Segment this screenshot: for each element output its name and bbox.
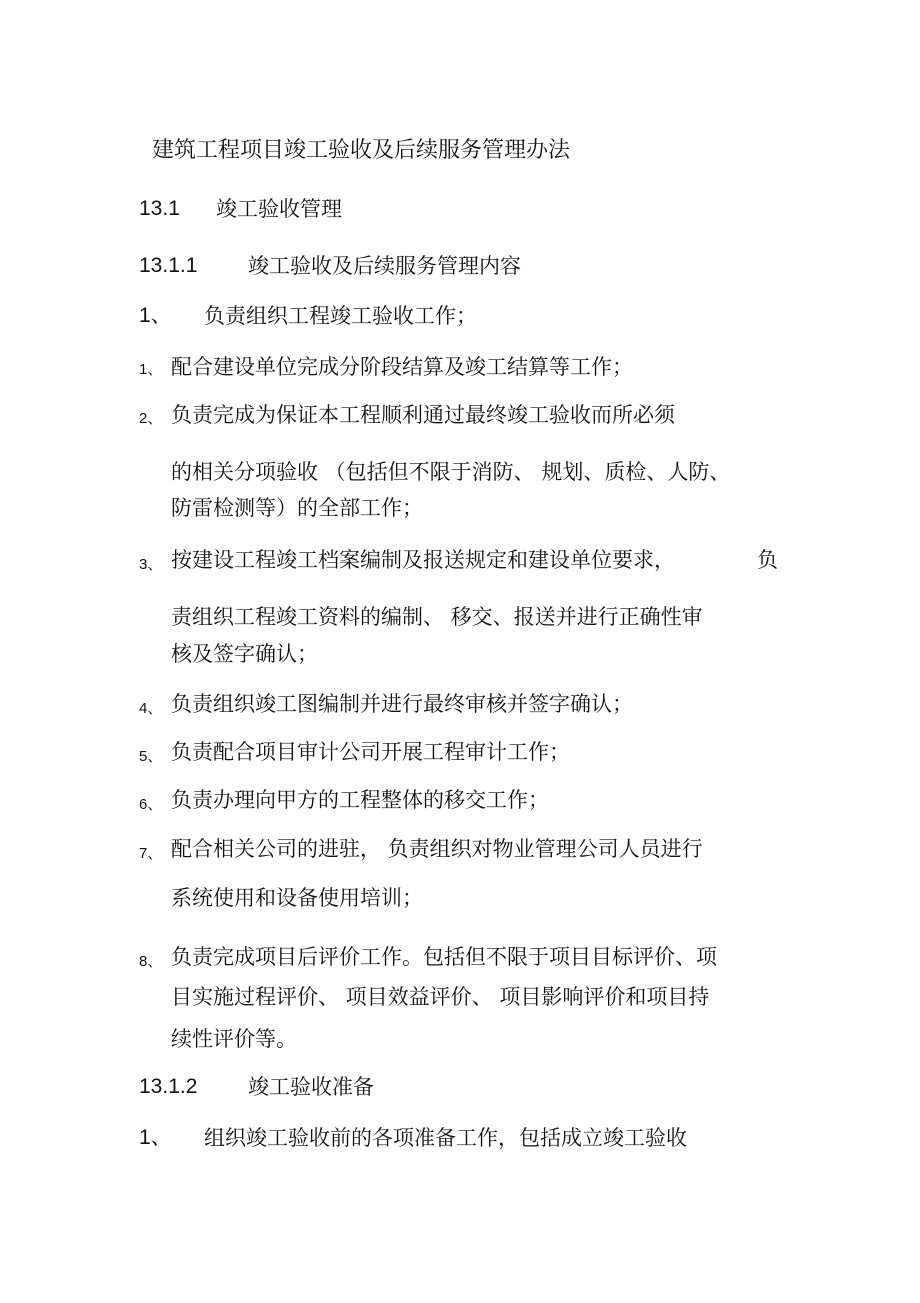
list-item-8-marker: 8、	[139, 953, 163, 970]
list-item-2-line-3: 防雷检测等）的全部工作；	[171, 496, 423, 520]
list-item-4-marker: 4、	[139, 700, 163, 717]
list-item-3-marker: 3、	[139, 556, 163, 573]
list-item-8-line-2: 目实施过程评价、 项目效益评价、 项目影响评价和项目持	[171, 985, 710, 1009]
list-item-2-marker: 2、	[139, 410, 163, 427]
list-item-5-marker: 5、	[139, 748, 163, 765]
list-item-7-marker: 7、	[139, 845, 163, 862]
list-item-6-marker: 6、	[139, 796, 163, 813]
list-item-8-line-3: 续性评价等。	[171, 1027, 297, 1051]
list-item-2-line-2: 的相关分项验收 （包括但不限于消防、 规划、质检、人防、	[171, 460, 731, 484]
list-item-5-line-1: 负责配合项目审计公司开展工程审计工作；	[171, 740, 570, 764]
list-item-3-line-1: 按建设工程竣工档案编制及报送规定和建设单位要求，	[171, 548, 675, 572]
list-item-1-line-1: 配合建设单位完成分阶段结算及竣工结算等工作；	[171, 355, 633, 379]
list-item-4-line-1: 负责组织竣工图编制并进行最终审核并签字确认；	[171, 692, 633, 716]
subsection-1-number: 13.1.1	[139, 254, 198, 277]
list-item-7-line-1: 配合相关公司的进驻， 负责组织对物业管理公司人员进行	[171, 837, 703, 861]
list-item-6-line-1: 负责办理向甲方的工程整体的移交工作；	[171, 788, 549, 812]
list-item-3-line-2: 责组织工程竣工资料的编制、 移交、报送并进行正确性审	[171, 605, 703, 629]
list-item-2-line-1: 负责完成为保证本工程顺利通过最终竣工验收而所必须	[171, 403, 675, 427]
main-item-2-text: 组织竣工验收前的各项准备工作，包括成立竣工验收	[204, 1126, 687, 1150]
document-title: 建筑工程项目竣工验收及后续服务管理办法	[152, 138, 571, 163]
main-item-1-marker: 1、	[139, 304, 172, 327]
main-item-1-text: 负责组织工程竣工验收工作；	[204, 304, 477, 328]
list-item-1-marker: 1、	[139, 361, 163, 378]
list-item-8-line-1: 负责完成项目后评价工作。包括但不限于项目目标评价、项	[171, 945, 717, 969]
section-title: 竣工验收管理	[216, 197, 342, 221]
list-item-3-line-3: 核及签字确认；	[171, 642, 318, 666]
main-item-2-marker: 1、	[139, 1126, 172, 1149]
subsection-2-title: 竣工验收准备	[248, 1075, 374, 1099]
subsection-1-title: 竣工验收及后续服务管理内容	[248, 254, 521, 278]
section-number: 13.1	[139, 197, 180, 220]
subsection-2-number: 13.1.2	[139, 1075, 198, 1098]
list-item-3-trailing: 负	[757, 548, 778, 572]
list-item-7-line-2: 系统使用和设备使用培训；	[171, 886, 423, 910]
